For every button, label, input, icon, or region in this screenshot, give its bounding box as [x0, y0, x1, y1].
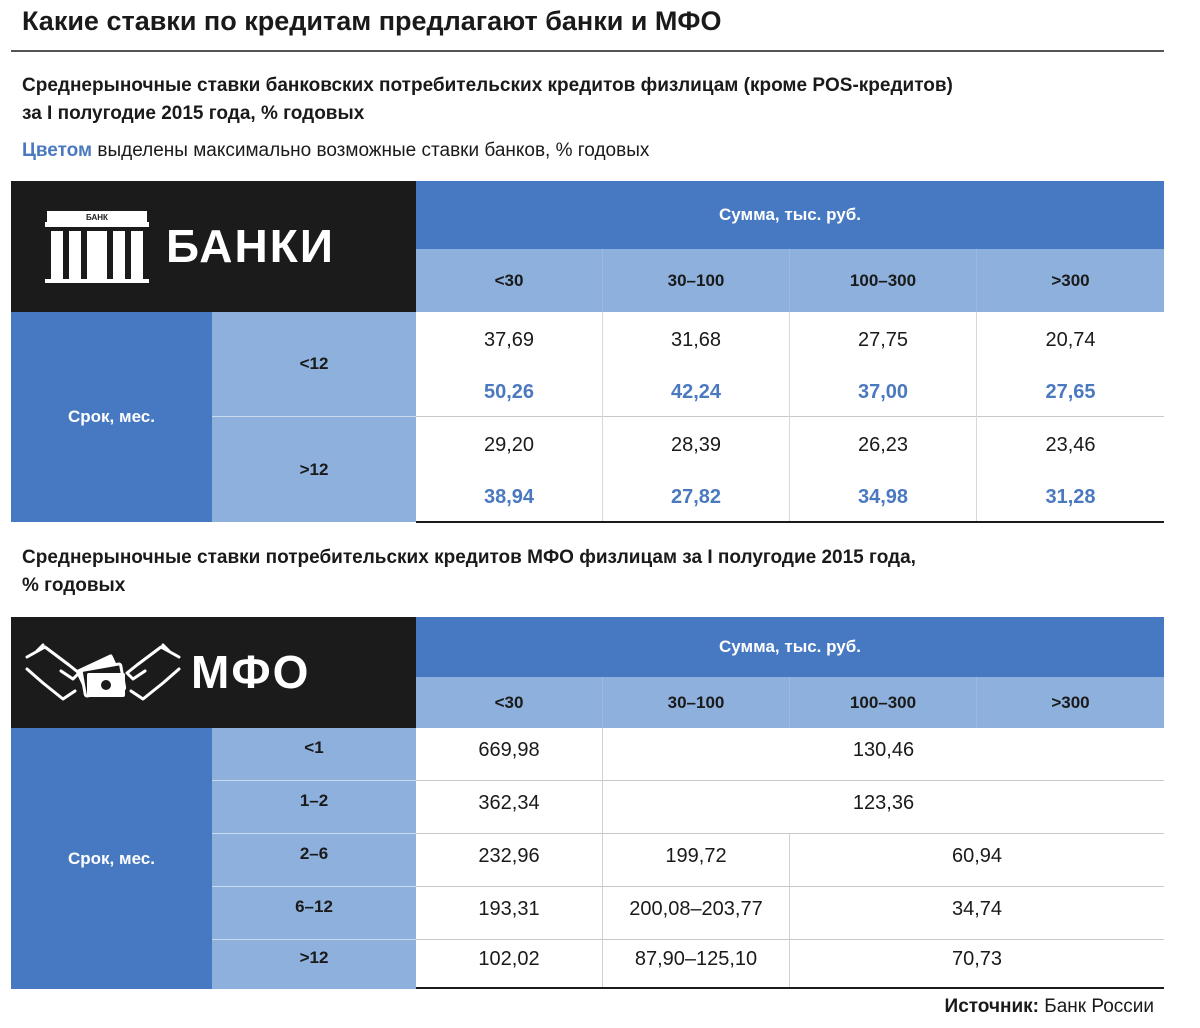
row-divider — [212, 780, 416, 781]
mfo-term-label: Срок, мес. — [11, 728, 212, 989]
mfo-col-header: >300 — [977, 677, 1164, 728]
table-bottom-rule — [416, 521, 1164, 523]
mfo-sum-header: Сумма, тыс. руб. — [416, 617, 1164, 677]
col-divider — [976, 677, 977, 728]
mfo-col-header: <30 — [416, 677, 602, 728]
bank-table — [11, 181, 1164, 522]
source-note — [945, 996, 1154, 1018]
source-label: Источник: — [944, 996, 1039, 1017]
source-value: Банк России — [1038, 996, 1154, 1017]
row-divider — [416, 833, 1164, 834]
mfo-rate-merged: 34,74 — [951, 898, 1003, 920]
bank-avg-rate: 37,69 — [483, 329, 535, 351]
col-divider — [602, 677, 603, 728]
bank-building-icon — [45, 207, 149, 283]
col-divider — [789, 249, 790, 312]
bank-term-label: Срок, мес. — [11, 312, 212, 522]
mfo-rate: 102,02 — [478, 948, 540, 970]
bank-col-header: >300 — [977, 249, 1164, 312]
color-note-accent: Цветом — [22, 140, 93, 161]
color-note — [22, 140, 649, 162]
bank-max-rate: 37,00 — [857, 381, 909, 403]
mfo-term-row: <1 — [212, 728, 416, 780]
bank-avg-rate: 31,68 — [670, 329, 722, 351]
bank-subtitle-line1: Среднерыночные ставки банковских потребительских кредитов физлицам (кроме POS-кредитов) — [22, 75, 953, 96]
mfo-term-row: 2–6 — [212, 834, 416, 886]
money-handover-icon — [23, 639, 183, 711]
bank-avg-rate: 20,74 — [1045, 329, 1096, 351]
row-divider — [212, 416, 416, 417]
mfo-rate: 232,96 — [478, 845, 540, 867]
title-divider — [11, 50, 1164, 52]
mfo-rate: 193,31 — [478, 898, 540, 920]
mfo-logo-label: МФО — [191, 646, 311, 698]
mfo-rate-merged: 60,94 — [951, 845, 1003, 867]
mfo-rate: 669,98 — [478, 739, 540, 761]
bank-max-rate: 31,28 — [1045, 486, 1096, 508]
row-divider — [416, 780, 1164, 781]
bank-max-rate: 27,82 — [670, 486, 722, 508]
bank-subtitle-line2: за I полугодие 2015 года, % годовых — [22, 103, 365, 124]
page-title: Какие ставки по кредитам предлагают банки и МФО — [22, 6, 722, 36]
mfo-rate: 87,90–125,10 — [634, 948, 758, 970]
color-note-text: выделены максимально возможные ставки банков, % годовых — [92, 140, 650, 161]
bank-avg-rate: 28,39 — [670, 434, 722, 456]
mfo-logo-block — [11, 617, 416, 728]
mfo-subtitle-line1: Среднерыночные ставки потребительских кредитов МФО физлицам за I полугодие 2015 года, — [22, 547, 916, 568]
bank-logo-block — [11, 181, 416, 312]
bank-avg-rate: 23,46 — [1045, 434, 1096, 456]
bank-sum-header: Сумма, тыс. руб. — [416, 181, 1164, 249]
bank-sign-text: БАНК — [86, 213, 108, 222]
mfo-term-row: >12 — [212, 940, 416, 989]
bank-avg-rate: 27,75 — [857, 329, 909, 351]
row-divider — [212, 833, 416, 834]
bank-term-row: <12 — [212, 312, 416, 416]
bank-max-rate: 50,26 — [483, 381, 535, 403]
bank-avg-rate: 26,23 — [857, 434, 909, 456]
mfo-term-row: 1–2 — [212, 781, 416, 833]
table-bottom-rule — [416, 987, 1164, 989]
bank-avg-rate: 29,20 — [483, 434, 535, 456]
row-divider — [416, 416, 1164, 417]
mfo-term-row: 6–12 — [212, 887, 416, 939]
mfo-rate-merged: 123,36 — [852, 792, 915, 814]
row-divider — [212, 939, 416, 940]
row-divider — [416, 939, 1164, 940]
mfo-rate: 362,34 — [478, 792, 540, 814]
bank-term-row: >12 — [212, 417, 416, 522]
col-divider — [789, 677, 790, 728]
bank-max-rate: 34,98 — [857, 486, 909, 508]
mfo-subtitle-line2: % годовых — [22, 575, 126, 596]
col-divider — [602, 249, 603, 312]
bank-max-rate: 38,94 — [483, 486, 535, 508]
mfo-table — [11, 617, 1164, 989]
col-divider — [976, 249, 977, 312]
bank-col-header: 100–300 — [790, 249, 976, 312]
bank-max-rate: 27,65 — [1045, 381, 1096, 403]
mfo-col-header: 30–100 — [603, 677, 789, 728]
mfo-col-header: 100–300 — [790, 677, 976, 728]
mfo-rate-merged: 130,46 — [852, 739, 915, 761]
row-divider — [212, 886, 416, 887]
bank-col-header: <30 — [416, 249, 602, 312]
mfo-rate: 200,08–203,77 — [629, 898, 763, 920]
bank-subtitle — [22, 72, 953, 128]
bank-max-rate: 42,24 — [670, 381, 722, 403]
mfo-rate: 199,72 — [665, 845, 727, 867]
mfo-subtitle — [22, 544, 916, 600]
bank-logo-label: БАНКИ — [166, 220, 335, 272]
bank-col-header: 30–100 — [603, 249, 789, 312]
mfo-rate-merged: 70,73 — [951, 948, 1003, 970]
row-divider — [416, 886, 1164, 887]
